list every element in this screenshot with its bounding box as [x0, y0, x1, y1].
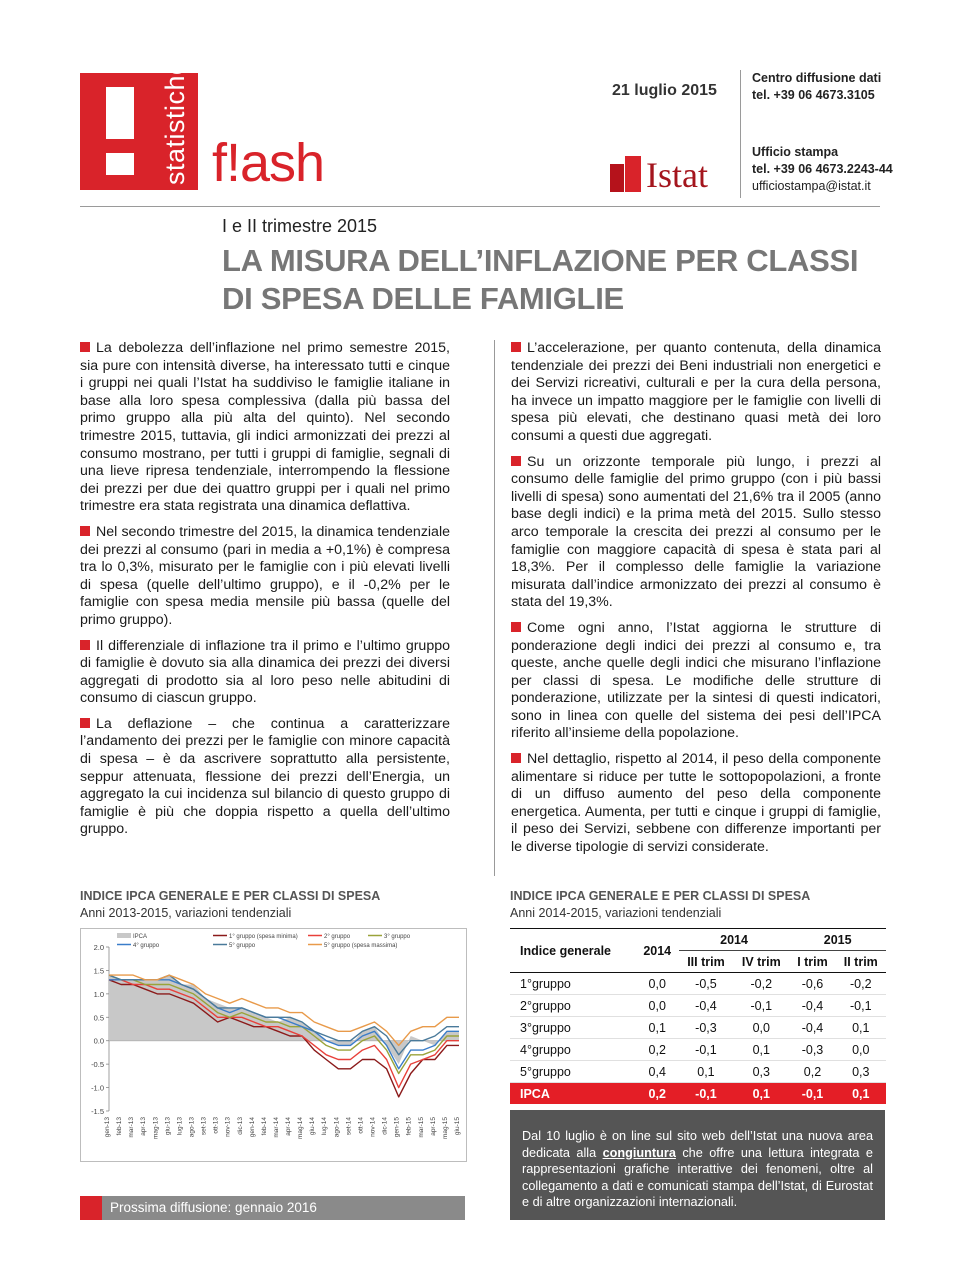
- x-tick-label: mag-14: [297, 1117, 305, 1140]
- bullet-square-icon: [80, 526, 90, 536]
- publication-date: 21 luglio 2015: [612, 82, 717, 99]
- table-row: [510, 1061, 886, 1083]
- x-tick-label: ago-14: [333, 1117, 341, 1138]
- legend-label: 5° gruppo: [229, 943, 256, 949]
- paragraph: [80, 524, 450, 630]
- statistiche-logo: [80, 59, 198, 190]
- table-group-2015: 2015: [789, 929, 886, 951]
- cell: -0,6: [789, 973, 835, 995]
- y-tick-label: 1.5: [93, 966, 104, 976]
- bullet-square-icon: [80, 342, 90, 352]
- x-tick-label: set-13: [200, 1117, 208, 1136]
- flash-wordmark: f!ash: [212, 133, 325, 193]
- table-subheader: II trim: [836, 951, 886, 973]
- istat-logo-square: [625, 156, 641, 192]
- cell: 0,1: [836, 1017, 886, 1039]
- x-tick-label: feb-14: [260, 1117, 268, 1136]
- row-label: 2°gruppo: [510, 995, 636, 1017]
- cell: 0,3: [836, 1061, 886, 1083]
- contact-press: [752, 144, 893, 195]
- x-tick-label: ott-14: [357, 1117, 365, 1134]
- exclamation-bar: [106, 87, 134, 139]
- y-tick-label: 1.0: [93, 989, 104, 999]
- x-tick-label: mar-15: [417, 1117, 425, 1138]
- cell: -0,1: [789, 1083, 835, 1105]
- y-tick-label: -1.5: [91, 1107, 104, 1116]
- figure-subtitle: Anni 2013-2015, variazioni tendenziali: [80, 906, 292, 920]
- x-tick-label: giu-13: [164, 1117, 172, 1136]
- paragraph-text: Come ogni anno, l’Istat aggiorna le strutture di ponderazione degli indici dei prezzi al consumo e, tra queste, anche quelle degli indici che misurano l’inflazione per classi di spesa. Le modifiche delle strutture di ponderazione, utilizzate per la sintesi di questi indicatori, sono in linea con quelle del sistema dei pesi dell’IPCA riferito all’insieme della popolazione.: [511, 619, 881, 742]
- left-column: [80, 340, 450, 847]
- paragraph: [80, 716, 450, 839]
- table-subtitle: Anni 2014-2015, variazioni tendenziali: [510, 906, 722, 920]
- figure-title: INDICE IPCA GENERALE E PER CLASSI DI SPESA: [80, 889, 381, 903]
- x-tick-label: gen-13: [104, 1117, 111, 1138]
- contact-press-label: Ufficio stampa: [752, 145, 839, 159]
- cell: 0,1: [733, 1083, 789, 1105]
- period-label: I e II trimestre 2015: [222, 216, 378, 236]
- cell: -0,2: [733, 973, 789, 995]
- paragraph-text: L’accelerazione, per quanto contenuta, della dinamica tendenziale dei prezzi dei Beni industriali non energetici e dei Servizi ricreativi, culturali e per la cura della persona, ha invece un impatto maggiore per le famiglie con livelli di spesa più elevati, che destinano quasi metà dei loro consumi a questi due aggregati.: [511, 340, 881, 444]
- next-release-marker: [80, 1196, 102, 1220]
- brand-vertical-text: statistiche: [160, 59, 190, 185]
- table-row: [510, 1039, 886, 1061]
- y-tick-label: 0.0: [93, 1036, 104, 1046]
- cell: 0,0: [733, 1017, 789, 1039]
- x-tick-label: lug-14: [321, 1117, 329, 1136]
- cell: 0,1: [636, 1017, 679, 1039]
- cell: -0,1: [679, 1039, 734, 1061]
- paragraph-text: La deflazione – che continua a caratterizzare l’andamento dei prezzi per le famiglie con minore capacità di spesa – è da ascrivere soprattutto alla persistente, seppur attenuata, flessione dei prezzi dell’Energia, un aggregato la cui incidenza sul bilancio di questo gruppo di famiglie è più che doppia rispetto a quella dell’ultimo gruppo.: [80, 715, 450, 838]
- paragraph: [511, 454, 881, 612]
- row-label: IPCA: [510, 1083, 636, 1105]
- x-tick-label: feb-13: [116, 1117, 124, 1136]
- x-tick-label: mag-13: [152, 1117, 160, 1140]
- x-tick-label: mar-13: [128, 1117, 136, 1138]
- paragraph-text: Il differenziale di inflazione tra il primo e l’ultimo gruppo di famiglie è dovuto sia alla dinamica dei prezzi dei diversi aggregati di prodotto sia al loro peso nelle abitudini di consumo di ciascun gruppo.: [80, 637, 450, 707]
- next-release-text: Prossima diffusione: gennaio 2016: [110, 1200, 317, 1215]
- x-tick-label: dic-13: [236, 1117, 244, 1135]
- row-label: 3°gruppo: [510, 1017, 636, 1039]
- x-tick-label: nov-14: [369, 1117, 377, 1137]
- paragraph: [511, 620, 881, 743]
- contact-center: [752, 70, 881, 104]
- paragraph: [511, 340, 881, 446]
- legend-label: IPCA: [133, 934, 148, 940]
- bullet-square-icon: [80, 640, 90, 650]
- cell: 0,1: [836, 1083, 886, 1105]
- x-tick-label: giu-14: [309, 1117, 317, 1136]
- cell: 0,4: [636, 1061, 679, 1083]
- table-group-2014: 2014: [679, 929, 790, 951]
- info-box: [510, 1110, 885, 1220]
- paragraph: [80, 340, 450, 516]
- bullet-square-icon: [511, 456, 521, 466]
- cell: -0,3: [789, 1039, 835, 1061]
- y-tick-label: -1.0: [91, 1083, 104, 1093]
- paragraph-text: Nel secondo trimestre del 2015, la dinamica tendenziale dei prezzi al consumo (pari in media a +0,1%) è compresa tra lo 0,3%, misurato per le famiglie con i più elevati livelli di spesa (quelle dell’ultimo gruppo), e il -0,2% per le famiglie con spesa media mensile più bassa (quelle del primo gruppo).: [80, 523, 450, 628]
- cell: -0,2: [836, 973, 886, 995]
- x-tick-label: ago-13: [188, 1117, 196, 1138]
- table-row: [510, 973, 886, 995]
- legend-label: 3° gruppo: [384, 934, 411, 940]
- paragraph: [511, 751, 881, 857]
- x-tick-label: feb-15: [405, 1117, 413, 1136]
- x-tick-label: apr-13: [140, 1117, 148, 1136]
- row-label: 4°gruppo: [510, 1039, 636, 1061]
- x-tick-label: apr-14: [285, 1117, 293, 1136]
- x-tick-label: dic-14: [381, 1117, 389, 1135]
- istat-logo-square-dark: [610, 164, 624, 192]
- x-tick-label: giu-15: [454, 1117, 461, 1136]
- contact-press-email[interactable]: ufficiostampa@istat.it: [752, 179, 871, 193]
- cell: -0,1: [679, 1083, 734, 1105]
- row-label: 5°gruppo: [510, 1061, 636, 1083]
- legend-label: 5° gruppo (spesa massima): [324, 943, 398, 949]
- table-subheader: IV trim: [733, 951, 789, 973]
- y-tick-label: 0.5: [93, 1013, 104, 1023]
- congiuntura-link[interactable]: congiuntura: [602, 1145, 676, 1160]
- cell: -0,4: [789, 1017, 835, 1039]
- cell: -0,4: [789, 995, 835, 1017]
- x-tick-label: gen-15: [393, 1117, 401, 1138]
- row-label: 1°gruppo: [510, 973, 636, 995]
- header-divider: [740, 70, 741, 198]
- cell: 0,3: [733, 1061, 789, 1083]
- info-text-part1: Dal 10 luglio è on line sul sito web dell’Istat una nuova area dedicata alla: [522, 1129, 873, 1160]
- x-tick-label: ott-13: [212, 1117, 220, 1134]
- next-release-box: [80, 1196, 465, 1220]
- page-title: [222, 242, 882, 318]
- y-tick-label: -0.5: [91, 1060, 104, 1070]
- bullet-square-icon: [511, 342, 521, 352]
- contact-center-label: Centro diffusione dati: [752, 71, 882, 85]
- legend-swatch: [117, 933, 131, 938]
- cell: -0,5: [679, 973, 734, 995]
- legend-label: 1° gruppo (spesa minima): [229, 934, 298, 940]
- right-column: [511, 340, 881, 865]
- cell: 0,1: [733, 1039, 789, 1061]
- cell: -0,1: [733, 995, 789, 1017]
- info-text-part2: che offre una lettura integrata e rappresentazioni grafiche interattive dei fenomeni, oltre al collegamento a dati e comunicati stampa dell’Istat, di Eurostat e di altre organizzazioni internazionali.: [522, 1145, 873, 1210]
- bullet-square-icon: [511, 753, 521, 763]
- chart-frame: [80, 928, 467, 1162]
- bullet-square-icon: [511, 622, 521, 632]
- paragraph-text: La debolezza dell’inflazione nel primo semestre 2015, sia pure con intensità diverse, ha interessato tutti e cinque i gruppi nei quali l’Istat ha suddiviso le famiglie italiane in base alla loro spesa complessiva (dalla più bassa del primo gruppo alla più alta del quinto). Nel secondo trimestre 2015, tuttavia, gli indici armonizzati dei prezzi al consumo mostrano, per tutti i gruppi di famiglie, segnali di una lieve ripresa tendenziale, interrompendo la flessione dei prezzi per due dei quattro gruppi per i quali nel primo trimestre era stata registrata una dinamica deflattiva.: [80, 340, 450, 515]
- contact-center-tel: tel. +39 06 4673.3105: [752, 88, 875, 102]
- x-tick-label: gen-14: [248, 1117, 256, 1138]
- cell: 0,0: [636, 973, 679, 995]
- table-row: [510, 995, 886, 1017]
- cell: 0,0: [636, 995, 679, 1017]
- bullet-square-icon: [80, 718, 90, 728]
- x-tick-label: nov-13: [224, 1117, 232, 1137]
- header-rule: [80, 206, 880, 207]
- paragraph: [80, 638, 450, 708]
- table-header-2014: 2014: [636, 929, 679, 973]
- cell: 0,0: [836, 1039, 886, 1061]
- x-tick-label: mar-14: [272, 1117, 280, 1138]
- contact-press-tel: tel. +39 06 4673.2243-44: [752, 162, 893, 176]
- page-title-line1: LA MISURA DELL’INFLAZIONE PER CLASSI: [222, 243, 859, 278]
- x-tick-label: set-14: [345, 1117, 353, 1136]
- table-subheader: III trim: [679, 951, 734, 973]
- column-divider: [494, 340, 495, 876]
- paragraph-text: Nel dettaglio, rispetto al 2014, il peso della componente alimentare si riduce per tutte le sottopopolazioni, a fronte di un diffuso aumento del peso della componente energetica. Aumenta, per tutti e cinque i gruppi di famiglie, il peso dei Servizi, sebbene con differenze importanti per le diverse tipologie di servizi considerate.: [511, 751, 881, 856]
- x-tick-label: apr-15: [429, 1117, 437, 1136]
- cell: -0,1: [836, 995, 886, 1017]
- istat-wordmark: Istat: [646, 155, 708, 195]
- cell: 0,2: [789, 1061, 835, 1083]
- cell: 0,2: [636, 1083, 679, 1105]
- table-title: INDICE IPCA GENERALE E PER CLASSI DI SPESA: [510, 889, 811, 903]
- page-title-line2: DI SPESA DELLE FAMIGLIE: [222, 281, 624, 316]
- paragraph-text: Su un orizzonte temporale più lungo, i prezzi al consumo delle famiglie del primo gruppo (con i più bassi livelli di spesa) sono aumentati del 21,6% tra il 2005 (anno base degli indici) e la prima metà del 2015. Sullo stesso arco temporale la crescita dei prezzi al consumo per le famiglie con maggiore capacità di spesa è stata pari al 18,3%. Per il complesso delle famiglie la variazione misurata dall’indice armonizzato dei prezzi al consumo è stata del 19,3%.: [511, 453, 881, 611]
- legend-label: 2° gruppo: [324, 934, 351, 940]
- y-tick-label: 2.0: [93, 943, 104, 952]
- cell: 0,2: [636, 1039, 679, 1061]
- legend-label: 4° gruppo: [133, 943, 160, 949]
- table-row: [510, 1017, 886, 1039]
- x-tick-label: mag-15: [441, 1117, 449, 1140]
- table-row-ipca: [510, 1083, 886, 1105]
- x-tick-label: lug-13: [176, 1117, 184, 1136]
- ipca-line-chart: [81, 929, 466, 1161]
- cell: -0,4: [679, 995, 734, 1017]
- table-subheader: I trim: [789, 951, 835, 973]
- cell: 0,1: [679, 1061, 734, 1083]
- ipca-table: [510, 928, 886, 1104]
- exclamation-dot: [106, 153, 134, 175]
- cell: -0,3: [679, 1017, 734, 1039]
- table-header-label: Indice generale: [510, 929, 636, 973]
